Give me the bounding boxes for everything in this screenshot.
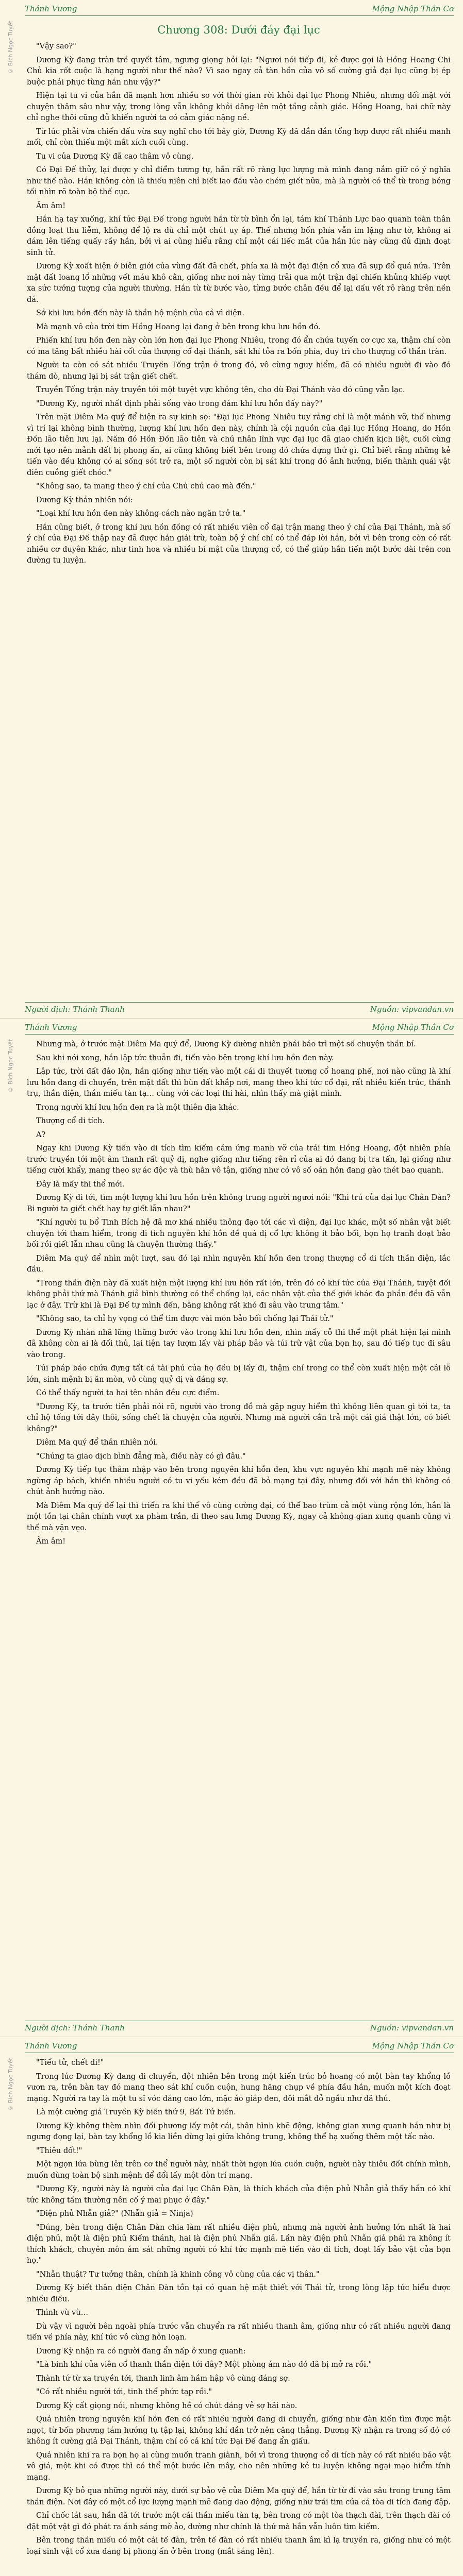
paragraph: Dương Kỳ nhàn nhã lững thững bước vào trong khí lưu hồn đen, nhìn mấy cỗ thi thể một phát hiện lại mình đã không còn ai là đối thủ, lại tiện tay lượm lấy vài pháp bảo và túi trữ vật của bọn họ, sau đó tiếp tục đi sâu vào trong. (27, 1328, 451, 1359)
paragraph: Dương Kỳ tiếp tục thâm nhập vào bên trong nguyên khí hồn đen, khu vực nguyên khí mạnh mẽ này không ngừng áp bách, khiến nhiều người có tu vi yếu kém đều đã bỏ mạng tại đây, nhưng đối với hắn thì không có chút ảnh hưởng nào. (27, 1466, 451, 1496)
paragraph: Dương Kỳ biết thân điện Chân Đàn tồn tại có quan hệ mật thiết với Thái tử, trong lòng lập tức hiểu được nhiều điều. (27, 2284, 451, 2303)
header-divider (25, 15, 454, 16)
paragraph: "Vậy sao?" (36, 42, 76, 50)
paragraph: Quả nhiên trong nguyên khí hồn đen có rất nhiều người đang di chuyển, giống như đàn kiến tìm được mật ngọt, từ bốn phương tám hướng tụ tập lại, không khí dần trở nên căng thẳng. Dương Kỳ nhận ra trong số đó có không ít cường giả Đại Thánh, thậm chí có cả khí tức Đại Đế đang ẩn giấu. (27, 2415, 451, 2446)
paragraph: Dương Kỳ đang tràn trề quyết tâm, ngưng giọng hỏi lại: "Ngươi nói tiếp đi, kẻ được gọi là Hồng Hoang Chi Chủ kia rốt cuộc là hạng người như thế nào? Vì sao ngay cả tàn hồn của vô số cường giả đại lục cũng bị ép buộc phải phục tùng hắn như vậy?" (27, 56, 451, 87)
paragraph: Sở khi lưu hồn đến này là thần hộ mệnh của cả vì diện. (36, 309, 244, 317)
page-header (25, 2040, 454, 2052)
paragraph: Trong lúc Dương Kỳ đang đi chuyển, đột nhiên bên trong một kiến trúc bỏ hoang có một bàn tay khổng lồ vươn ra, trên bàn tay đó mang theo sát khí cuồn cuộn, hung hăng chụp về phía đầu hắn, muốn một kích đoạt mạng. Người ra tay là một tu sĩ vóc dáng cao lớn, mặc áo giáp đen, đôi mắt đỏ ngầu như dã thú. (27, 2072, 451, 2103)
paragraph: Mà Diêm Ma quý để lại thì triển ra khí thế vô cùng cường đại, có thể bao trùm cả một vùng rộng lớn, hắn là một tồn tại chân chính vượt xa phàm trần, đi theo sau lưng Dương Kỳ, ngay cả không gian xung quanh cũng vì thế mà vặn vẹo. (27, 1501, 451, 1532)
paragraph: "Dương Kỳ, người nhất định phải sống vào trong đám khí lưu hồn đấy này?" (36, 399, 323, 408)
paragraph: Diêm Ma quý để thản nhiên nói. (36, 1438, 158, 1447)
paragraph: Tu vi của Dương Kỳ đã cao thâm vô cùng. (36, 152, 194, 161)
paragraph: "Chúng ta giao dịch bình đẳng mà, điều này có gì đâu." (36, 1452, 246, 1461)
paragraph: Có thể thấy người ta hai tên nhân đều cực điểm. (36, 1389, 220, 1397)
paragraph: Quả nhiên khi ra ra bọn họ ai cũng muốn tranh giành, bởi vì trong thượng cổ di tích này có rất nhiều bảo vật vô giá, một khi có được thì có thể một bước lên mây, cho nên những kẻ tu luyện không ngại mạo hiểm tính mạng. (27, 2451, 451, 2482)
paragraph: Người ta còn có sát nhiều Truyền Tống trận ở trong đó, vô cùng nguy hiểm, đã có nhiều người đi vào đó thám dò, nhưng lại bị sát trận giết chết. (27, 361, 451, 381)
paragraph-list (27, 41, 451, 567)
paragraph: Lập tức, trời đất đảo lộn, hắn giống như tiến vào một cái di thuyết tương cổ hoang phế, nơi nào cũng là khí lưu hồn đang di chuyển, trên mặt đất thì bùn đất khắp nơi, mang theo khí tức cổ đại, rất nhiều kiến trúc, thánh trụ, thần điện, thần miếu tàn tạ… cùng với các loại thi hài, nhìn thấy mà giật mình. (27, 1067, 451, 1098)
page-footer (25, 1004, 454, 1015)
paragraph: Đây là mấy thi thể mới. (36, 1180, 125, 1189)
paragraph: Hắn hạ tay xuống, khí tức Đại Đế trong người hắn từ từ bình ổn lại, tám khí Thánh Lực bao quanh toàn thân đồng loạt thu liễm, không để lộ ra dù chỉ một chút uy áp. Thế nhưng bốn phía vẫn im lặng như tờ, không ai dám lên tiếng quấy rầy hắn, bởi vì ai cũng hiểu rằng chỉ một cái liếc mắt của hắn lúc này cũng đủ định đoạt sinh tử. (27, 215, 451, 257)
page-content (27, 21, 451, 997)
header-book-title: Thánh Vương (25, 4, 77, 13)
footer-translator: Người dịch: Thánh Thanh (25, 1005, 125, 1014)
paragraph: Phiến khí lưu hồn đen này còn lớn hơn đại lục Phong Nhiêu, trong đó ẩn chứa tuyến cơ cực xa, thậm chí còn có ma tăng bất nhiều hài cốt của thượng cổ đại thánh, sát khí tỏa ra bốn phía, duy trì cho thượng cổ thần tràn. (27, 336, 451, 356)
paragraph: "Có rất nhiều người tới, tinh thể phức tạp rồi." (36, 2388, 212, 2396)
paragraph: Dương Kỳ không thèm nhìn đối phương lấy một cái, thân hình khẽ động, không gian xung quanh hắn như bị ngưng đọng lại, bàn tay khổng lồ kia liền dừng lại giữa không trung, không thể hạ xuống thêm một tấc nào. (27, 2122, 451, 2141)
page-footer (25, 2022, 454, 2033)
paragraph: Dương Kỳ xoất hiện ở biên giới của vùng đất đã chết, phía xa là một đại điện cổ xưa đã sụp đổ quá nửa. Trên mặt đất loang lổ những vết máu khô cằn, giống như nơi này từng trải qua một trận đại chiến khủng khiếp vượt xa sức tưởng tượng của người thường. Hắn từ từ bước vào, từng bước chân đều để lại dấu vết rõ ràng trên nền đá. (27, 262, 451, 304)
paragraph: Dương Kỳ bỏ qua những người này, dưới sự bảo vệ của Diêm Ma quý để, hắn từ từ đi vào sâu trong trung tâm thần điện. Nơi đây có một cổ lực lượng mạnh mẽ đang dao động, giống như trái tim của cả tòa di tích đang đập. (27, 2487, 451, 2506)
paragraph: Diêm Ma quý để nhìn một lượt, sau đó lại nhìn nguyên khí hồn đen trong thượng cổ di tích thần điện, lắc đầu. (27, 1254, 451, 1274)
paragraph: Dương Kỳ thản nhiên nói: (36, 496, 133, 504)
paragraph: Chỉ chốc lát sau, hắn đã tới trước một cái thần miếu tàn tạ, bên trong có một tòa thạch đài, trên thạch đài có đặt một vật gì đó phát ra ánh sáng mờ ảo, dường như chính là thứ mà hắn vẫn luôn tìm kiếm. (27, 2512, 451, 2531)
paragraph: A? (36, 1130, 46, 1139)
paragraph: Hiện tại tu vi của hắn đã mạnh hơn nhiều so với thời gian rời khỏi đại lục Phong Nhiêu, nhưng đối mặt với chuyện thâm sâu như vậy, trong lòng vẫn không khỏi dâng lên một tầng cảnh giác. Hồng Hoang, hai chữ này chỉ nghe thôi cũng đủ khiến người ta có cảm giác nặng nề. (27, 92, 451, 122)
header-author: Mộng Nhập Thần Cơ (372, 4, 454, 13)
paragraph: Âm âm! (36, 201, 66, 210)
paragraph: Dương Kỳ nhận ra có người đang ẩn nấp ở xung quanh: (36, 2347, 246, 2355)
paragraph-list (27, 2058, 451, 2557)
paragraph: Thình vù vù… (36, 2309, 89, 2317)
page-1 (0, 0, 463, 1019)
paragraph: Thành tứ từ xa truyền tới, thanh linh âm hầm hập vô cùng đáng sợ. (36, 2374, 290, 2383)
paragraph: "Khí người tu bổ Tinh Bích hệ đã mơ khá nhiều thông đạo tới các vì diện, đại lục khác, một số nhân vật biết chuyện tới tham hiểm, trong di tích nguyên khí hồn đề quá dị cổ lực không ít bảo bối, bọn họ tranh đoạt bảo bối rồi giết lẫn nhau cũng là chuyện thường thấy." (27, 1218, 451, 1249)
paragraph: "Điện phủ Nhẫn giả?" (Nhẫn giả = Ninja) (36, 2210, 193, 2218)
header-divider (25, 1034, 454, 1035)
paragraph: "Dương Kỳ, người này là người của đại lục Chân Đàn, là thích khách của điện phủ Nhẫn giả thấy hắn có khí tức không tầm thường nên cố ý mai phục ở đây." (27, 2185, 451, 2205)
paragraph: Có Đại Đế thủy, lại được y chỉ điểm tương tự, hắn rất rõ ràng lực lượng mà mình đang nắm giữ có ý nghĩa như thế nào. Hắn không còn là thiếu niên chỉ biết lao đầu vào chém giết nữa, mà là người có thể từ trong bóng tối nhìn rõ toàn bộ thế cục. (27, 166, 451, 196)
paragraph: Thượng cổ di tích. (36, 1117, 105, 1125)
footer-source: Nguồn: vipvandan.vn (370, 1005, 454, 1014)
paragraph: Sau khi nói xong, hắn lập tức thuẫn đi, tiến vào bên trong khí lưu hồn đen này. (36, 1054, 334, 1062)
header-author: Mộng Nhập Thần Cơ (372, 1023, 454, 1032)
paragraph: Túi pháp bảo chứa đựng tất cả tài phú của họ đều bị lấy đi, thậm chí trong cơ thể còn xuất hiện một cái lỗ lớn, sinh mệnh bị ăn mòn, vô cùng quỷ dị và đáng sợ. (27, 1364, 451, 1384)
footer-translator: Người dịch: Thánh Thanh (25, 2023, 125, 2032)
paragraph: "Là binh khí của viên cổ thanh thần điện tới đây? Một phòng ám nào đó đã bị mở ra rồi." (36, 2361, 372, 2369)
paragraph: Nhưng mà, ở trước mặt Diêm Ma quý để, Dương Kỳ dường nhiên phải bảo trì một số chuyện thần bí. (36, 1040, 416, 1048)
paragraph: "Thiêu đốt!" (36, 2146, 82, 2155)
paragraph: Mà mạnh vô của trời tim Hồng Hoang lại đang ở bên trong khu lưu hồn đó. (36, 323, 321, 331)
paragraph: "Đúng, bên trong điện Chân Đàn chia làm rất nhiều điện phủ, nhưng mà người ảnh hưởng lớn nhất là hai điện phủ, một là điện phủ Kiếm thánh, hai là điện phủ Nhẫn giả. Lần này điện phủ Nhẫn giả phái ra không ít thích khách, chuyên môn ám sát những người có khí tức mạnh mẽ tiến vào di tích, đoạt lấy bảo vật của bọn họ." (27, 2223, 451, 2265)
chapter-title: Chương 308: Dưới đáy đại lục (157, 24, 320, 36)
paragraph: "Không sao, ta mang theo ý chí của Chủ chủ cao mà đến." (36, 482, 256, 490)
paragraph: "Nhẫn thuật? Tư tưởng thân, chính là khinh công vô cùng của các vị thân." (36, 2270, 320, 2279)
page-header (25, 1022, 454, 1033)
page-2 (0, 1019, 463, 2037)
paragraph: Âm âm! (36, 1537, 66, 1546)
paragraph: Trong người khí lưu hồn đen ra là một thiên địa khác. (36, 1103, 239, 1112)
paragraph: Dương Kỳ cất giọng nói, nhưng không hề có chút dáng vẻ sợ hãi nào. (36, 2401, 297, 2410)
page-3 (0, 2037, 463, 2576)
footer-divider (25, 1002, 454, 1003)
paragraph: Ngay khi Dương Kỳ tiến vào di tích tìm kiếm cảm ứng manh vỡ của trái tim Hồng Hoang, đột nhiên phía trước truyền tới một âm thanh rất quỷ dị, nghe giống như tiếng rên rỉ của ai đó đang bị tra tấn, lại giống như tiếng cười khẩy, mang theo sự ác độc và thù hằn vô tận, giống như có vô số oán hồn đang gào thét bao quanh. (27, 1144, 451, 1175)
header-author: Mộng Nhập Thần Cơ (372, 2041, 454, 2050)
paragraph: "Loại khí lưu hồn đen này không cách nào ngăn trở ta." (36, 510, 246, 518)
paragraph: "Trong thần điện này đã xuất hiện một lượng khí lưu hồn rất lớn, trên đó có khí tức của Đại Thánh, tuyệt đối không phải thứ mà Thánh giả bình thường có thể chống lại, các nhân vật của thế giới khác đa phần đều đã vẫn lạc ở đây. Trừ khi là Đại Đế tự mình đến, bằng không rất khó đi sâu vào trung tâm." (27, 1279, 451, 1310)
header-book-title: Thánh Vương (25, 2041, 77, 2050)
paragraph: Trên mặt Diêm Ma quý để hiện ra sự kinh sợ: "Đại lục Phong Nhiêu tuy rằng chỉ là một mảnh vỡ, thế nhưng vì trí lại không bình thường, lượng khí lưu hồn đen này, chính là cội nguồn của đại lục Hồng Hoang, do Hồn Đồn lão tiên lưu lại. Năm đó Hồn Đồn lão tiên và chủ nhân lĩnh vực đại lục đã giao chiến kịch liệt, cuối cùng mới tạo nên mảnh đất bị phong ấn, ai cũng không biết bên trong đó chứa đựng thứ gì. Chỉ biết rằng những kẻ tiến vào đều không có ai sống sót trở ra, một số người còn bị sát khí trong đó ảnh hưởng, biến thành quái vật điên cuồng giết chóc." (27, 413, 451, 477)
paragraph: "Tiểu tử, chết đi!" (36, 2059, 104, 2067)
paragraph: "Không sao, ta chỉ hy vọng có thể tìm được vài món bảo bối chống lại Thái tử." (36, 1315, 334, 1323)
paragraph: Một ngọn lửa bùng lên trên cơ thể người này, nhất thời ngọn lửa cuồn cuộn, người này thiêu đốt chính mình, muốn dùng toàn bộ sinh mệnh để đổi lấy một đòn trí mạng. (27, 2160, 451, 2180)
footer-source: Nguồn: vipvandan.vn (370, 2023, 454, 2032)
paragraph: Là một cường giả Truyền Kỳ biến thứ 9, Bất Tử biến. (36, 2108, 236, 2116)
side-watermark: © Bích Ngọc Tuyết (7, 2058, 14, 2112)
paragraph: "Dương Kỳ, ta trước tiên phải nói rõ, người vào trong đồ mà gặp nguy hiểm thì không liên quan gì tới ta, ta chỉ hộ tống tới đây thôi, sống chết là chuyện của người. Nhưng mà người cần trả một cái giá thật lớn, có biết không?" (27, 1402, 451, 1433)
side-watermark: © Bích Ngọc Tuyết (7, 1039, 14, 1093)
paragraph: Hắn cũng biết, ở trong khí lưu hồn đồng có rất nhiều viên cổ đại trận mang theo ý chí của Đại Thánh, mà số ý chí của Đại Đế thập nay đã được hắn giải trừ, toàn bộ ý chí chỉ có thể đáp lời hắn, bởi vì bên trong còn có rất nhiều cơ duyên khác, như tinh hoa và nhiều bí mật của thượng cổ, có thể giúp hắn tiến một bước dài trên con đường tu luyện. (27, 523, 451, 565)
paragraph: Từ lúc phải vừa chiến đấu vừa suy nghĩ cho tới bây giờ, Dương Kỳ đã dần dần tổng hợp được rất nhiều manh mối, chỉ còn thiếu một mắt xích cuối cùng. (27, 127, 451, 147)
page-content (27, 2058, 451, 2576)
paragraph: Dù vậy vì người bên ngoài phía trước vẫn chuyển ra rất nhiều thanh âm, giống như có rất nhiều người đang tiến về phía này, khí tức vô cùng hỗn loạn. (27, 2322, 451, 2342)
paragraph: Bên trong thần miếu có một cái tế đàn, trên tế đàn có rất nhiều thanh âm kì lạ truyền ra, giống như có một loại sinh vật cổ xưa đang bị phong ấn ở bên trong (mắt sáng lên). (27, 2536, 451, 2556)
paragraph: Truyền Tống trận này truyền tới một tuyệt vực không tên, cho dù Đại Thánh vào đó cũng vẫn lạc. (36, 386, 405, 394)
header-book-title: Thánh Vương (25, 1023, 77, 1032)
page-content (27, 1039, 451, 2016)
paragraph-list (27, 1039, 451, 1548)
side-watermark: © Bích Ngọc Tuyết (7, 21, 14, 75)
page-header (25, 3, 454, 14)
paragraph: Dương Kỳ đi tới, tìm một lượng khí lưu hồn trên không trung người ngươi nói: "Khi trú của đại lục Chân Đàn? Bi người ta giết chết hay tự giết lẫn nhau?" (27, 1194, 451, 1213)
